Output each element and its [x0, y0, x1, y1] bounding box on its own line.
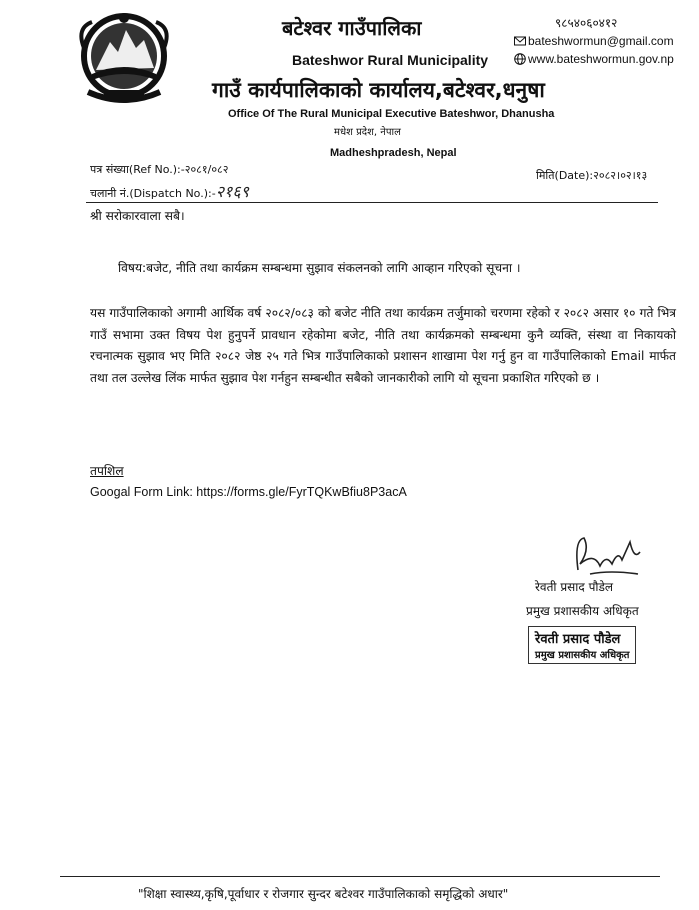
form-link: Googal Form Link: https://forms.gle/FyrTQKwBfiu8P3acA	[90, 485, 407, 499]
signatory-title: प्रमुख प्रशासकीय अधिकृत	[526, 604, 639, 618]
office-name-np: गाउँ कार्यपालिकाको कार्यालय,बटेश्वर,धनुषा	[212, 78, 545, 102]
body-paragraph: यस गाउँपालिकाको अगामी आर्थिक वर्ष २०८२/०८३ को बजेट नीति तथा कार्यक्रम तर्जुमाको चरणमा रहेको र २०८२ असार १० गते भित्र गाउँ सभामा उक्त विषय पेश हुनुपर्ने प्रावधान रहेकोमा बजेट, नीति तथा कार्यक्रमको सम्बन्धमा कुनै व्यक्ति, संस्था वा निकायको रचनात्मक सुझाव भए मिति २०८२ जेष्ठ २५ गते भित्र गाउँपालिकाको प्रशासन शाखामा पेश गर्नु हुन वा गाउँपालिकाको Email मार्फत तथा तल उल्लेख लिंक मार्फत सुझाव पेश गर्नहुन सम्बन्धीत सबैको जानकारीको लागि यो सूचना प्रकाशित गरिएको छ ।	[90, 306, 676, 385]
municipality-name-np: बटेश्वर गाउँपालिका	[282, 16, 422, 40]
phone-number: ९८५४०६०४१२	[555, 16, 618, 30]
ref-value: २०८१/०८२	[184, 163, 229, 176]
stamp-name: रेवती प्रसाद पौडेल	[535, 632, 621, 647]
footer-divider	[60, 876, 660, 877]
official-stamp	[528, 626, 636, 664]
dispatch-value: २१६९	[215, 182, 249, 201]
municipality-name-en: Bateshwor Rural Municipality	[292, 52, 489, 68]
details-heading: तपशिल	[90, 464, 124, 478]
date-value: २०८२।०२।१३	[593, 169, 648, 182]
signatory-name: रेवती प्रसाद पौडेल	[535, 580, 614, 594]
website-url: www.bateshwormun.gov.np	[528, 52, 674, 66]
globe-icon	[514, 53, 526, 65]
date	[536, 168, 647, 183]
mail-icon	[514, 35, 526, 47]
stamp-title: प्रमुख प्रशासकीय अधिकृत	[535, 650, 630, 661]
handwritten-signature	[560, 530, 650, 584]
emblem-logo	[70, 8, 178, 108]
dispatch-no	[90, 180, 249, 202]
province-np: मधेश प्रदेश, नेपाल	[334, 127, 401, 138]
header-divider	[86, 202, 658, 203]
office-name-en: Office Of The Rural Municipal Executive Bateshwor, Dhanusha	[228, 108, 555, 120]
salutation: श्री सरोकारवाला सबै।	[90, 209, 185, 223]
subject: विषय:बजेट, नीति तथा कार्यक्रम सम्बन्धमा सुझाव संकलनको लागि आव्हान गरिएको सूचना ।	[118, 261, 521, 275]
dispatch-label: चलानी नं.(Dispatch No.):-	[90, 187, 216, 200]
email-address: bateshwormun@gmail.com	[528, 34, 674, 48]
ref-label: पत्र संख्या(Ref No.):-	[90, 163, 185, 176]
website-line	[514, 52, 674, 66]
date-label: मिति(Date):	[536, 169, 594, 182]
email-line	[514, 34, 674, 48]
province-en: Madheshpradesh, Nepal	[330, 147, 457, 159]
footer-motto: "शिक्षा स्वास्थ्य,कृषि,पूर्वाधार र रोजगार सुन्दर बटेश्वर गाउँपालिकाको समृद्धिको अधार"	[138, 887, 509, 901]
ref-no	[90, 162, 228, 177]
